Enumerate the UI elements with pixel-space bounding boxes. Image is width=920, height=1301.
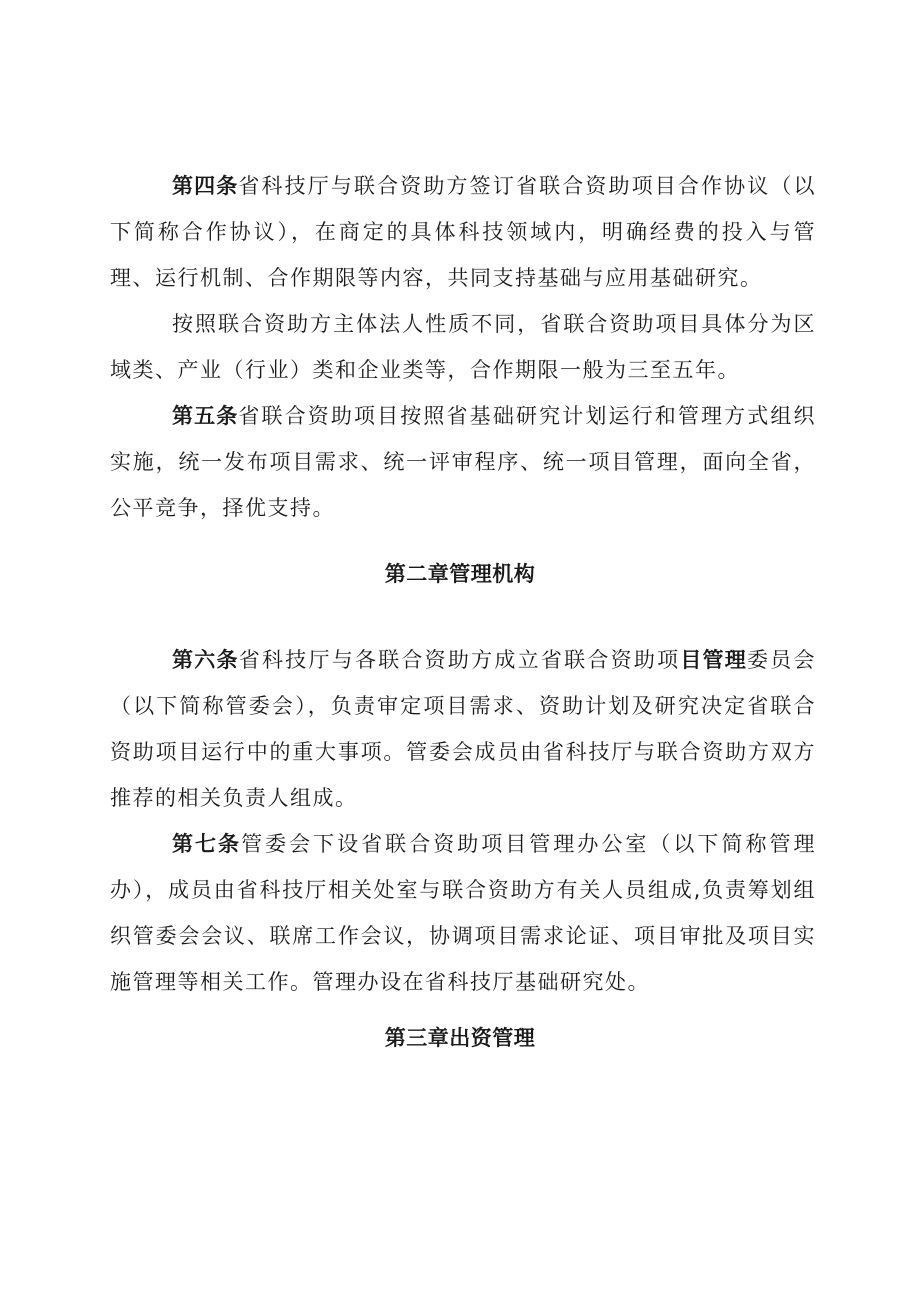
article-4-label: 第四条: [172, 174, 239, 198]
article-4-note-paragraph: [110, 301, 816, 393]
article-7-paragraph: [110, 821, 816, 1005]
article-6-text-b: 委员会（以下简称管委会），负责审定项目需求、资助计划及研究决定省联合资助项目运行中的重大事项。管委会成员由省科技厅与联合资助方双方推荐的相关负责人组成。: [110, 648, 817, 810]
article-6-label: 第六条: [172, 648, 239, 672]
article-7-text: 管委会下设省联合资助项目管理办公室（以下简称管理办），成员由省科技厅相关处室与联合资助方有关人员组成,负责筹划组织管委会会议、联席工作会议，协调项目需求论证、项目审批及项目实施管理等相关工作。管理办设在省科技厅基础研究处。: [110, 832, 817, 994]
article-4-note-text: 按照联合资助方主体法人性质不同，省联合资助项目具体分为区域类、产业（行业）类和企业类等，合作期限一般为三至五年。: [110, 312, 816, 382]
article-6-bold-text: 目管理: [680, 648, 748, 672]
article-5-text: 省联合资助项目按照省基础研究计划运行和管理方式组织实施，统一发布项目需求、统一评审程序、统一项目管理，面向全省，公平竞争，择优支持。: [110, 404, 816, 520]
article-6-text-a: 省科技厅与各联合资助方成立省联合资助项: [238, 648, 681, 672]
article-5-label: 第五条: [172, 404, 239, 428]
article-4-paragraph: [110, 163, 816, 301]
article-7-label: 第七条: [172, 832, 242, 856]
article-6-paragraph: [110, 637, 816, 821]
chapter-2-heading: 第二章管理机构: [384, 562, 536, 586]
article-5-paragraph: [110, 393, 816, 531]
chapter-3-heading: 第三章出资管理: [384, 1026, 536, 1050]
article-4-text: 省科技厅与联合资助方签订省联合资助项目合作协议（以下简称合作协议），在商定的具体科技领域内，明确经费的投入与管理、运行机制、合作期限等内容，共同支持基础与应用基础研究。: [110, 174, 816, 290]
